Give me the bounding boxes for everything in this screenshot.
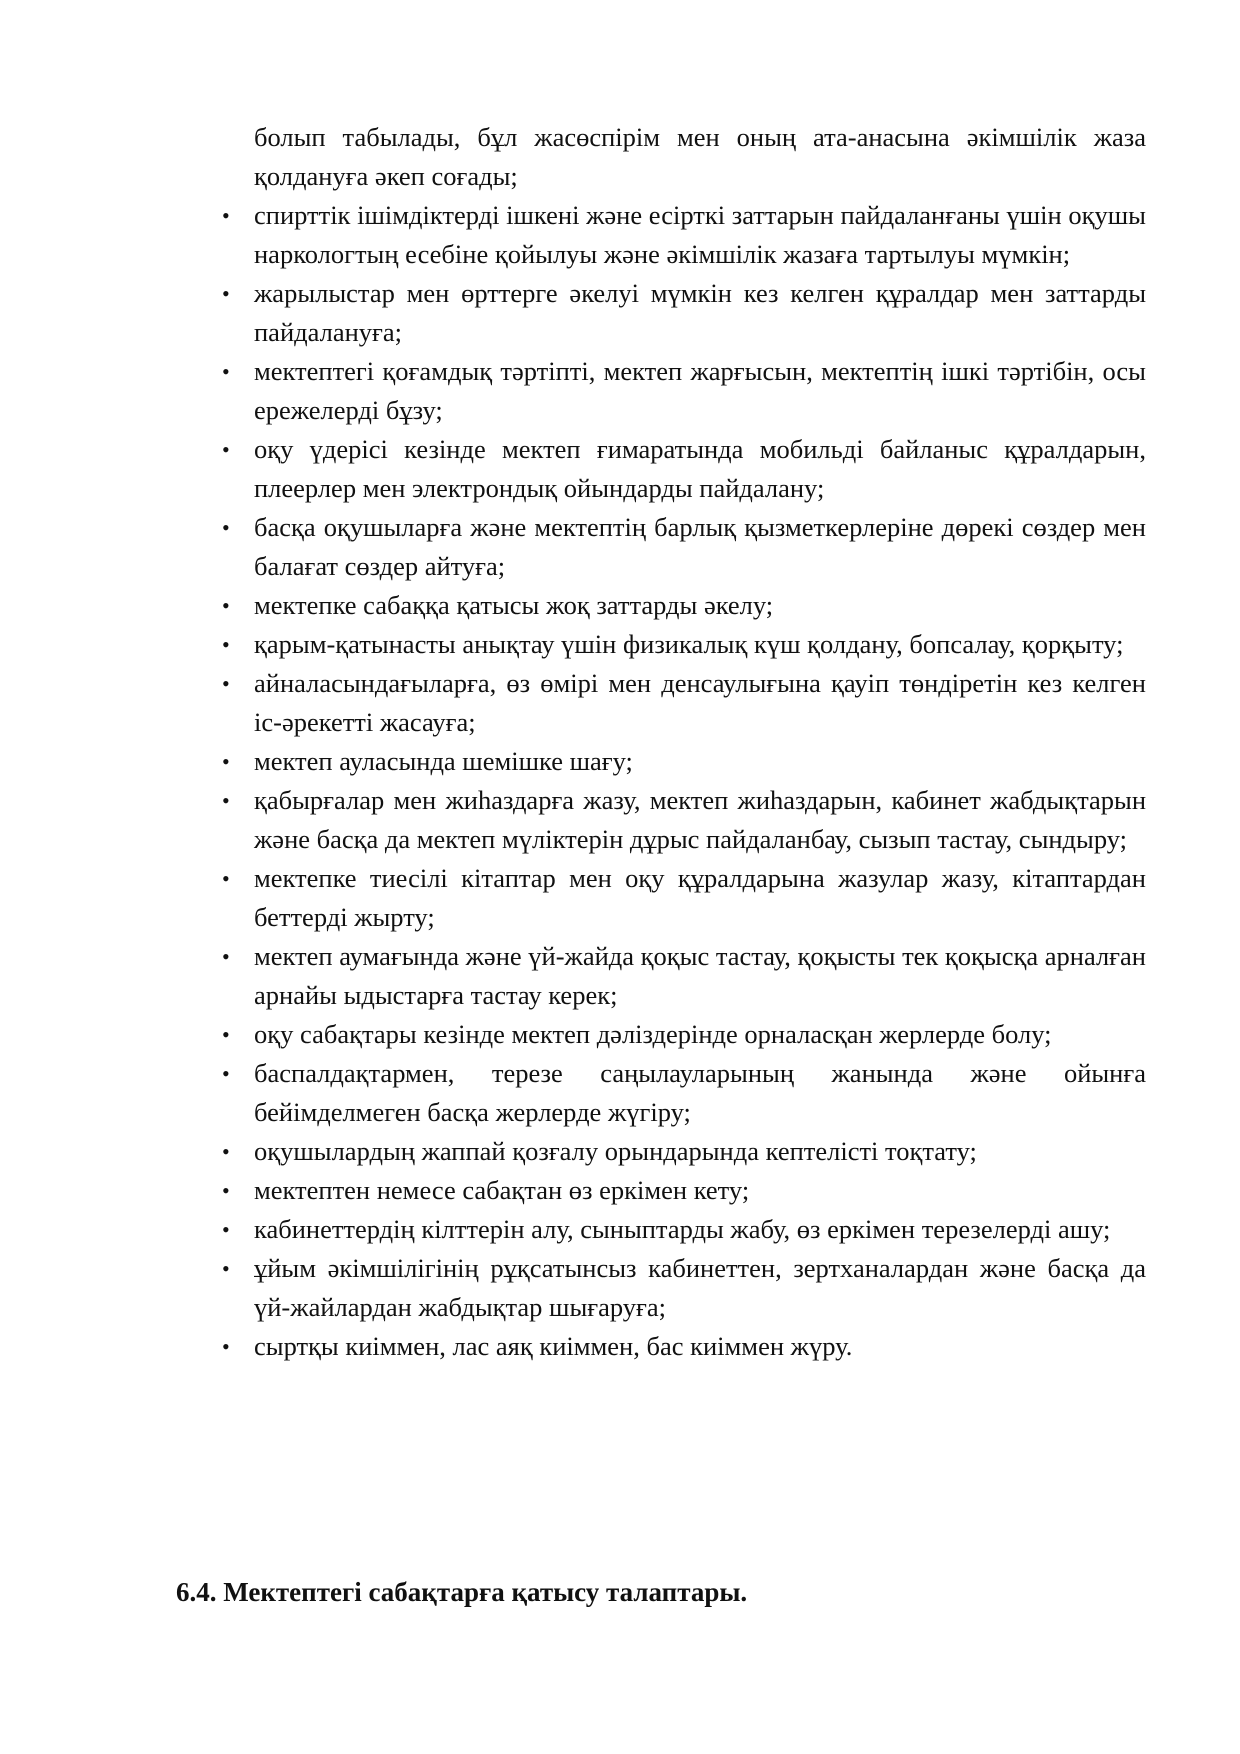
- bullet-icon: •: [222, 671, 230, 696]
- prohibited-actions-list: [222, 196, 1146, 1366]
- list-item-text: баспалдақтармен, терезе саңылауларының жанында және ойынға бейімделмеген басқа жерлерде жүгіру;: [254, 1058, 1146, 1127]
- list-item: [222, 1210, 1146, 1249]
- bullet-icon: •: [222, 203, 230, 228]
- list-item: [222, 352, 1146, 430]
- list-item: [222, 508, 1146, 586]
- bullet-icon: •: [222, 788, 230, 813]
- bullet-icon: •: [222, 1022, 230, 1047]
- bullet-icon: •: [222, 1217, 230, 1242]
- list-item: [222, 196, 1146, 274]
- list-item: [222, 664, 1146, 742]
- bullet-icon: •: [222, 515, 230, 540]
- list-item: [222, 781, 1146, 859]
- list-item-text: басқа оқушыларға және мектептің барлық қызметкерлеріне дөрекі сөздер мен балағат сөздер айтуға;: [254, 512, 1146, 581]
- list-item: [222, 1327, 1146, 1366]
- bullet-icon: •: [222, 437, 230, 462]
- bullet-icon: •: [222, 944, 230, 969]
- list-item-text: айналасындағыларға, өз өмірі мен денсаулығына қауіп төндіретін кез келген іс-әрекетті жасауға;: [254, 668, 1146, 737]
- list-item-text: мектепке тиесілі кітаптар мен оқу құралдарына жазулар жазу, кітаптардан беттерді жырту;: [254, 863, 1146, 932]
- list-item: [222, 1054, 1146, 1132]
- list-item: [222, 1132, 1146, 1171]
- list-item-text: спирттік ішімдіктерді ішкені және есірткі заттарын пайдаланғаны үшін оқушы наркологтың есебіне қойылуы және әкімшілік жазаға тартылуы мүмкін;: [254, 200, 1146, 269]
- list-item: [222, 1015, 1146, 1054]
- list-item: [222, 742, 1146, 781]
- list-item-text: оқу үдерісі кезінде мектеп ғимаратында мобильді байланыс құралдарын, плеерлер мен электрондық ойындарды пайдалану;: [254, 434, 1146, 503]
- list-item-text: қарым-қатынасты анықтау үшін физикалық күш қолдану, бопсалау, қорқыту;: [254, 629, 1124, 659]
- bullet-icon: •: [222, 866, 230, 891]
- list-item: [222, 1171, 1146, 1210]
- list-item-text: қабырғалар мен жиһаздарға жазу, мектеп жиһаздарын, кабинет жабдықтарын және басқа да мектеп мүліктерін дұрыс пайдаланбау, сызып тастау, сындыру;: [254, 785, 1146, 854]
- list-item-text: жарылыстар мен өрттерге әкелуі мүмкін кез келген құралдар мен заттарды пайдалануға;: [254, 278, 1146, 347]
- list-item-text: оқу сабақтары кезінде мектеп дәліздерінде орналасқан жерлерде болу;: [254, 1019, 1052, 1049]
- list-item: [222, 859, 1146, 937]
- bullet-icon: •: [222, 1139, 230, 1164]
- page-content: [222, 118, 1146, 1366]
- bullet-icon: •: [222, 359, 230, 384]
- list-item: [222, 586, 1146, 625]
- bullet-icon: •: [222, 1334, 230, 1359]
- list-item-text: мектеп ауласында шемішке шағу;: [254, 746, 633, 776]
- bullet-icon: •: [222, 593, 230, 618]
- list-item-text: мектепке сабаққа қатысы жоқ заттарды әкелу;: [254, 590, 774, 620]
- list-item: [222, 937, 1146, 1015]
- list-item-text: мектептегі қоғамдық тәртіпті, мектеп жарғысын, мектептің ішкі тәртібін, осы ережелерді бұзу;: [254, 356, 1146, 425]
- bullet-icon: •: [222, 281, 230, 306]
- list-item-text: сыртқы киіммен, лас аяқ киіммен, бас киіммен жүру.: [254, 1331, 853, 1361]
- continuation-paragraph: болып табылады, бұл жасөспірім мен оның ата-анасына әкімшілік жаза қолдануға әкеп соғады;: [254, 122, 1146, 191]
- list-item: [222, 1249, 1146, 1327]
- list-item-text: ұйым әкімшілігінің рұқсатынсыз кабинеттен, зертханалардан және басқа да үй-жайлардан жабдықтар шығаруға;: [254, 1253, 1146, 1322]
- bullet-icon: •: [222, 632, 230, 657]
- bullet-icon: •: [222, 1178, 230, 1203]
- list-item: [222, 625, 1146, 664]
- list-item: [222, 274, 1146, 352]
- section-heading: 6.4. Мектептегі сабақтарға қатысу талаптары.: [176, 1577, 748, 1607]
- list-item-text: мектептен немесе сабақтан өз еркімен кету;: [254, 1175, 750, 1205]
- list-item-text: кабинеттердің кілттерін алу, сыныптарды жабу, өз еркімен терезелерді ашу;: [254, 1214, 1111, 1244]
- list-item: [222, 430, 1146, 508]
- list-item-text: оқушылардың жаппай қозғалу орындарында кептелісті тоқтату;: [254, 1136, 977, 1166]
- list-item-text: мектеп аумағында және үй-жайда қоқыс тастау, қоқысты тек қоқысқа арналған арнайы ыдыстарға тастау керек;: [254, 941, 1146, 1010]
- bullet-icon: •: [222, 749, 230, 774]
- bullet-icon: •: [222, 1061, 230, 1086]
- bullet-icon: •: [222, 1256, 230, 1281]
